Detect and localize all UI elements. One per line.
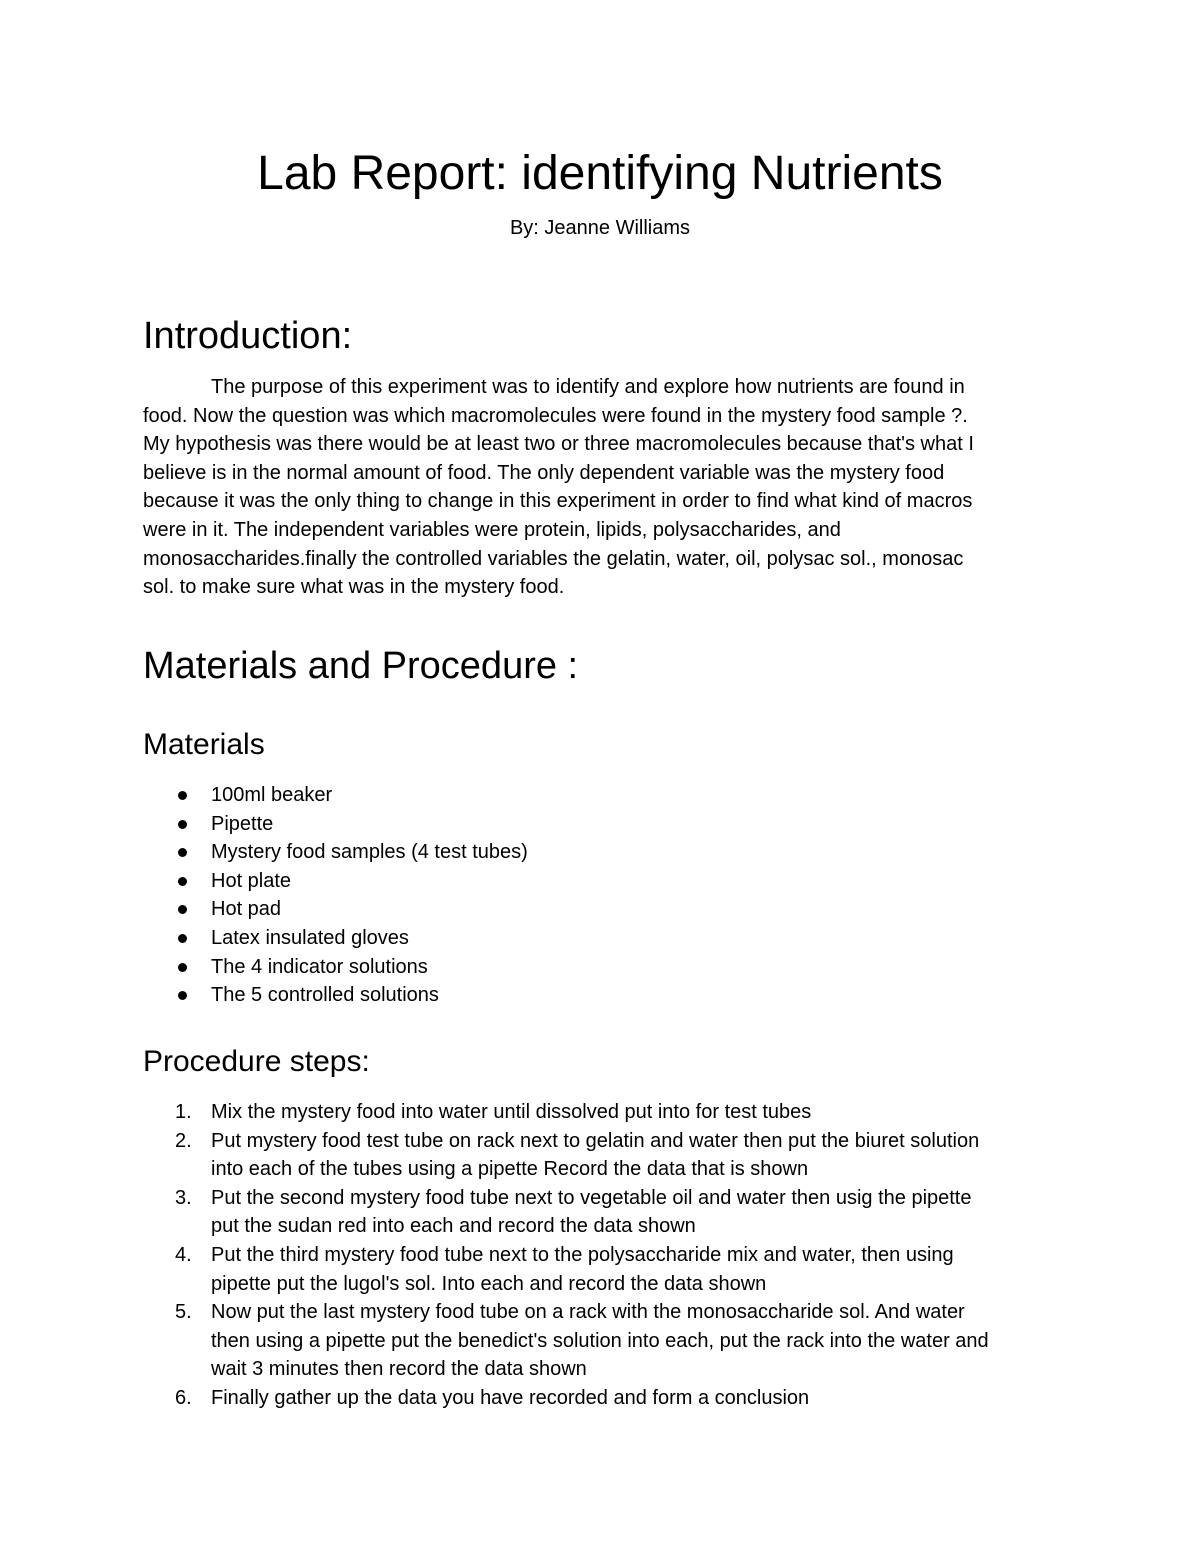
intro-line: were in it. The independent variables were protein, lipids, polysaccharides, and — [143, 518, 841, 541]
step-text: into each of the tubes using a pipette Record the data that is shown — [211, 1158, 809, 1181]
document-author: By: Jeanne Williams — [509, 217, 691, 239]
intro-line: My hypothesis was there would be at least two or three macromolecules because that's what I — [143, 433, 974, 456]
list-item: Hot pad — [143, 895, 528, 924]
document-title: Lab Report: identifying Nutrients — [257, 147, 943, 200]
introduction-paragraph — [143, 373, 1053, 602]
step-text: pipette put the lugol's sol. Into each and record the data shown — [211, 1272, 767, 1295]
list-item — [143, 1098, 989, 1127]
intro-line: food. Now the question was which macromolecules were found in the mystery food sample ?. — [143, 404, 968, 427]
step-number: 3. — [175, 1186, 192, 1209]
step-text: Put the second mystery food tube next to vegetable oil and water then usig the pipette — [211, 1186, 972, 1209]
list-item: Hot plate — [143, 867, 528, 896]
step-number: 5. — [175, 1301, 192, 1324]
bullet-icon — [178, 791, 187, 800]
list-item — [143, 1241, 989, 1298]
bullet-icon — [178, 848, 187, 857]
list-item: The 4 indicator solutions — [143, 953, 528, 982]
step-text: put the sudan red into each and record the data shown — [211, 1215, 696, 1238]
bullet-icon — [178, 877, 187, 886]
materials-list — [143, 781, 528, 1010]
materials-procedure-heading: Materials and Procedure : — [143, 645, 579, 687]
bullet-icon — [178, 963, 187, 972]
list-item: 100ml beaker — [143, 781, 528, 810]
step-number: 4. — [175, 1243, 192, 1266]
intro-line: The purpose of this experiment was to identify and explore how nutrients are found in — [211, 376, 965, 398]
bullet-icon — [178, 934, 187, 943]
list-item — [143, 1298, 989, 1384]
bullet-icon — [178, 991, 187, 1000]
list-item: Latex insulated gloves — [143, 924, 528, 953]
intro-line: monosaccharides.finally the controlled variables the gelatin, water, oil, polysac sol., monosac — [143, 547, 964, 570]
list-item: Pipette — [143, 810, 528, 839]
intro-line: because it was the only thing to change in this experiment in order to find what kind of macros — [143, 490, 973, 513]
step-text: then using a pipette put the benedict's solution into each, put the rack into the water and — [211, 1329, 989, 1352]
materials-heading: Materials — [143, 728, 265, 761]
step-text: wait 3 minutes then record the data shown — [211, 1358, 587, 1381]
introduction-heading: Introduction: — [143, 315, 353, 357]
step-text: Mix the mystery food into water until dissolved put into for test tubes — [211, 1101, 812, 1123]
bullet-icon — [178, 820, 187, 829]
list-item — [143, 1384, 989, 1413]
bullet-icon — [178, 905, 187, 914]
procedure-steps-heading: Procedure steps: — [143, 1045, 370, 1078]
step-number: 6. — [175, 1386, 192, 1409]
step-text: Put the third mystery food tube next to the polysaccharide mix and water, then using — [211, 1243, 954, 1266]
list-item: The 5 controlled solutions — [143, 981, 528, 1010]
procedure-steps-list — [143, 1098, 989, 1413]
step-number: 2. — [175, 1129, 192, 1152]
step-text: Put mystery food test tube on rack next to gelatin and water then put the biuret solution — [211, 1129, 980, 1152]
list-item: Mystery food samples (4 test tubes) — [143, 838, 528, 867]
step-number: 1. — [175, 1101, 192, 1123]
intro-line: believe is in the normal amount of food. The only dependent variable was the mystery food — [143, 461, 945, 484]
step-text: Finally gather up the data you have recorded and form a conclusion — [211, 1386, 810, 1409]
intro-line: sol. to make sure what was in the mystery food. — [143, 576, 565, 599]
step-text: Now put the last mystery food tube on a rack with the monosaccharide sol. And water — [211, 1301, 965, 1324]
list-item — [143, 1127, 989, 1184]
list-item — [143, 1184, 989, 1241]
